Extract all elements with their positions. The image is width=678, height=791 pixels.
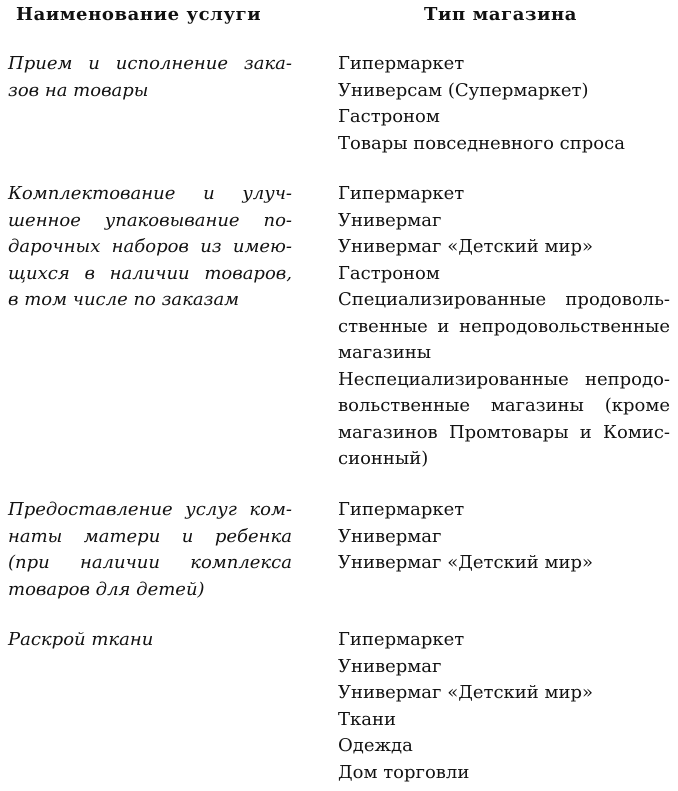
store-type-item: Универмаг «Детский мир» [338,236,594,257]
service-name [8,497,292,603]
service-line: товаров для детей) [8,578,205,600]
store-type-item: Неспециализированные непродо- [338,368,670,390]
store-type-item: Дом торговли [338,761,470,783]
service-name [8,51,292,104]
store-type-item: сионный) [338,448,429,469]
store-type-item: Гипермаркет [338,183,465,204]
store-type-item: Ткани [338,708,396,730]
store-type-item: Универмаг «Детский мир» [338,552,594,573]
store-type-item: Гипермаркет [338,499,465,520]
service-line: наты матери и ребенка [8,525,292,547]
store-type-item: вольственные магазины (кроме [338,395,670,416]
store-type-item: Универмаг [338,655,442,677]
store-type-item: Универмаг [338,525,442,547]
service-line: щихся в наличии товаров, [8,262,292,284]
store-type-item: магазинов Промтовары и Комис- [338,421,670,443]
store-type-list [338,51,670,157]
store-type-item: Товары повседневного спроса [338,132,625,154]
service-line: Прием и исполнение зака- [8,53,292,74]
table-header [0,2,678,28]
service-name [8,627,292,654]
store-type-list [338,497,670,577]
store-type-item: Гастроном [338,106,440,127]
service-line: Предоставление услуг ком- [8,499,292,520]
store-type-list [338,627,670,786]
store-type-item: ственные и непродовольственные [338,315,670,337]
store-type-item: Универсам (Супермаркет) [338,79,589,101]
service-line: Раскрой ткани [8,629,154,650]
service-line: зов на товары [8,79,149,101]
store-type-item: Одежда [338,735,413,756]
store-type-item: Гастроном [338,262,440,284]
store-type-item: Специализированные продоволь- [338,289,670,310]
store-type-item: Универмаг [338,209,442,231]
store-type-item: Гипермаркет [338,629,465,650]
store-type-item: магазины [338,342,432,363]
store-type-column-header: Тип магазина [424,4,578,25]
service-name [8,181,292,314]
service-line: дарочных наборов из имею- [8,236,292,257]
store-type-item: Гипермаркет [338,53,465,74]
service-column-header: Наименование услуги [16,4,262,25]
store-type-list [338,181,670,473]
store-type-item: Универмаг «Детский мир» [338,682,594,703]
service-line: Комплектование и улуч- [8,183,292,204]
service-line: шенное упаковывание по- [8,209,292,231]
service-line: (при наличии комплекса [8,552,292,573]
service-line: в том числе по заказам [8,289,240,310]
